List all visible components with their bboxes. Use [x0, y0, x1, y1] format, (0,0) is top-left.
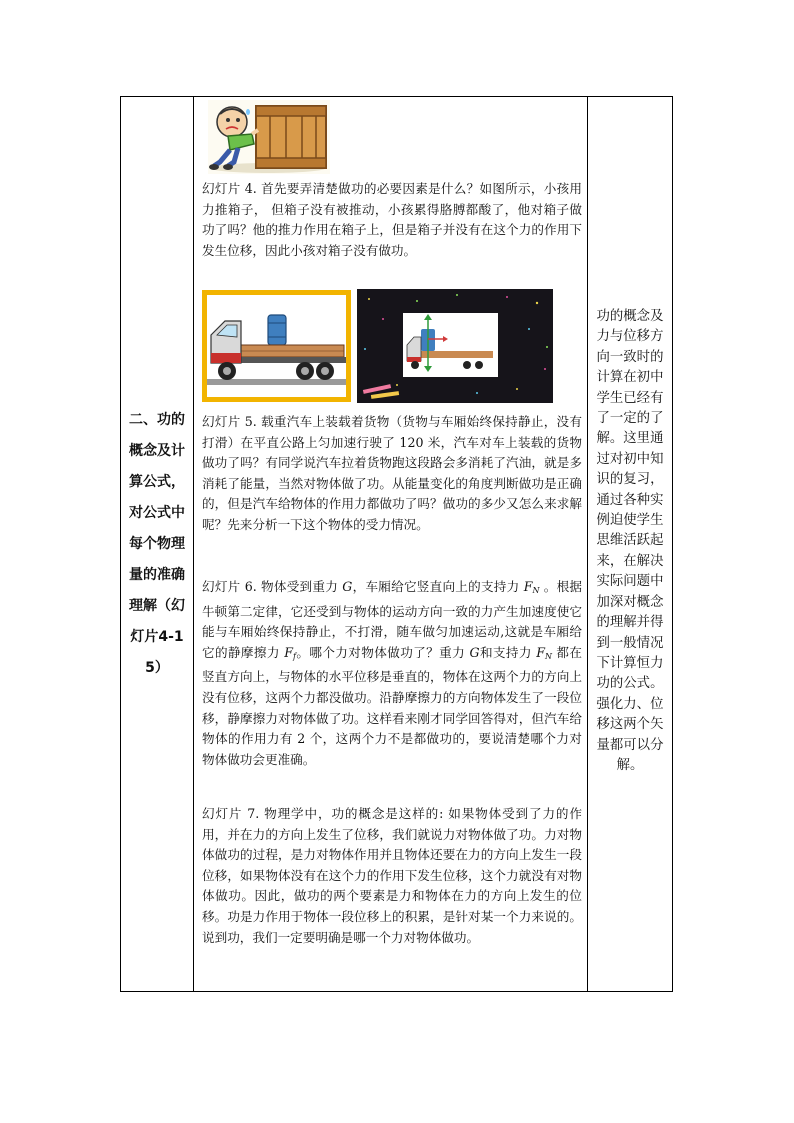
slide-6-text: 幻灯片 6. 物体受到重力 G，车厢给它竖直向上的支持力 $F_N$ 。根据牛顿第二定律，它还受到与物体的运动方向一致的力产生加速度使它能与车厢始终保持静止，不打滑，随车做匀加速运动,这就是车厢给它的静摩擦力 $F_f$。哪个力对物体做功了？重力 G和支持力 $F_N$ 都在竖直方向上，与物体的水平位移是垂直的，物体在这两个力的方向上没有位移，这两个力都没做功。沿静摩擦力的方向物体发生了一段位移，静摩擦力对物体做了功。这样看来刚才同学回答得对，但汽车给物体的作用力有 2 个，这两个力不是都做功的，要说清楚哪个力对物体做功会更准确。 [202, 579, 582, 767]
truck-with-barrel-image [202, 290, 351, 402]
slide-7-text: 幻灯片 7. 物理学中，功的概念是这样的: 如果物体受到了力的作用，并在力的方向上发生了位移，我们就说力对物体做了功。力对物体做功的过程，是力对物体作用并且物体还要在力的方向上发生一段位移，如果物体没有在这个力的作用下发生位移，这个力就没有对物体做功。因此，做功的两个要素是力和物体在力的方向上发生的位移。功是力作用于物体一段位移上的积累，是针对某一个力来说的。说到功，我们一定要明确是哪一个力对物体做功。 [202, 806, 582, 945]
truck-force-diagram-image [357, 289, 553, 403]
lesson-table [120, 96, 673, 992]
notes-column [588, 97, 673, 991]
section-title: 二、功的概念及计算公式，对公式中每个物理量的准确理解（幻灯片4-15） [129, 411, 185, 676]
section-column [121, 97, 193, 991]
boy-pushing-box-image [208, 100, 330, 174]
content-column [194, 97, 587, 991]
slide-4-text: 幻灯片 4. 首先要弄清楚做功的必要因素是什么？如图所示，小孩用力推箱子， 但箱子没有被推动，小孩累得胳膊都酸了，他对箱子做功了吗？他的推力作用在箱子上，但是箱子并没有在这个力的作用下发生位移，因此小孩对箱子没有做功。 [202, 181, 582, 258]
slide-5-text: 幻灯片 5. 载重汽车上装载着货物（货物与车厢始终保持静止，没有打滑）在平直公路上匀加速行驶了 120 米，汽车对车上装载的货物做功了吗？有同学说汽车拉着货物跑这段路会多消耗了汽油，就是多消耗了能量，当然对物体做了功。从能量变化的角度判断做功是正确的，但是汽车给物体的作用力都做功了吗？做功的多少又怎么来求解呢？先来分析一下这个物体的受力情况。 [202, 414, 582, 532]
teaching-notes: 功的概念及力与位移方向一致时的计算在初中学生已经有了一定的了解。这里通过对初中知识的复习，通过各种实例迫使学生思维活跃起来，在解决实际问题中加深对概念的理解并得到一般情况下计算恒力功的公式。强化力、位移这两个矢量都可以分解。 [596, 309, 664, 773]
